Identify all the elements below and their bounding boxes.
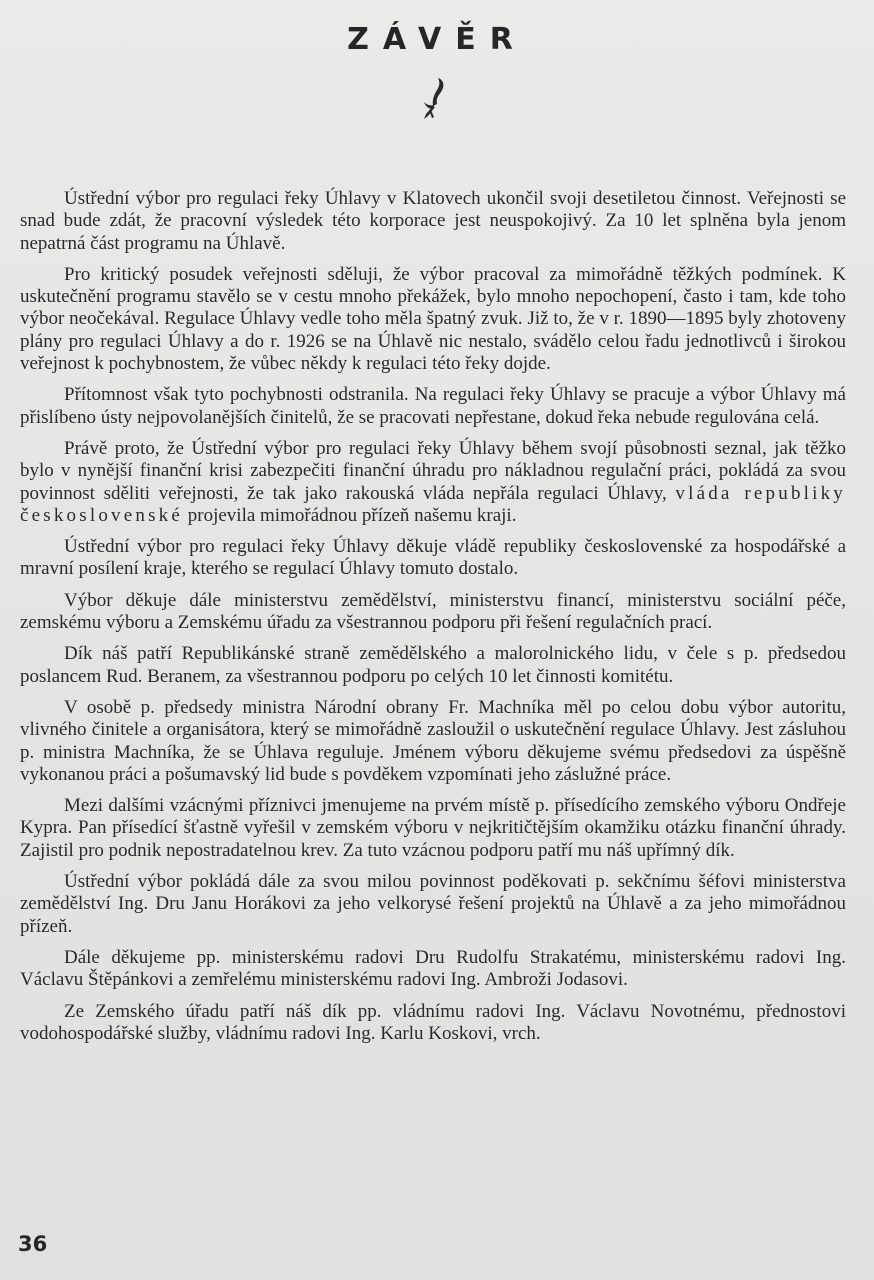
paragraph: Mezi dalšími vzácnými příznivci jmenujeme na prvém místě p. přísedícího zemského výboru Ondřeje Kypra. Pan přísedící šťastně vyřešil v zemském výboru v nejkritičtějším okamžiku otázku finanční úhrady. Zajistil pro podnik nepostradatelnou krev. Za tuto vzácnou podporu patří mu náš upřímný dík. — [20, 795, 846, 861]
quill-pen-ornament-icon — [418, 76, 448, 120]
paragraph: Ústřední výbor pro regulaci řeky Úhlavy děkuje vládě republiky československé za hospodářské a mravní posílení kraje, kterého se regulací Úhlavy tomuto dostalo. — [20, 536, 846, 580]
paragraph-text: projevila mimořádnou přízeň našemu kraji. — [187, 504, 517, 526]
paragraph: Dík náš patří Republikánské straně zemědělského a malorolnického lidu, v čele s p. předsedou poslancem Rud. Beranem, za všestrannou podporu po celých 10 let činnosti komitétu. — [20, 643, 846, 687]
paragraph: Přítomnost však tyto pochybnosti odstranila. Na regulaci řeky Úhlavy se pracuje a výbor Úhlavy má přislíbeno ústy nejpovolanějších činitelů, že se pracovati nepřestane, dokud řeka nebude regulována celá. — [20, 384, 846, 428]
page-number: 36 — [18, 1232, 48, 1256]
paragraph: Ze Zemského úřadu patří náš dík pp. vládnímu radovi Ing. Václavu Novotnému, přednostovi vodohospodářské služby, vládnímu radovi Ing. Karlu Koskovi, vrch. — [20, 1000, 846, 1044]
emphasized-phrase: vláda republiky československé — [20, 482, 847, 526]
paragraph: V osobě p. předsedy ministra Národní obrany Fr. Machníka měl po celou dobu výbor autoritu, vlivného činitele a organisátora, který se mimořádně zasloužil o uskutečnění regulace Úhlavy. Jest zásluhou p. ministra Machníka, že se Úhlava reguluje. Jménem výboru děkujeme svému předsedovi za úspěšně vykonanou práci a pošumavský lid bude s povděkem vzpomínati jeho záslužné práce. — [20, 696, 846, 785]
page-title: ZÁVĚR — [347, 22, 527, 57]
paragraph: Ústřední výbor pro regulaci řeky Úhlavy v Klatovech ukončil svoji desetiletou činnost. Veřejnosti se snad bude zdát, že pracovní výsledek této korporace jest neuspokojivý. Za 10 let splněna byla jenom nepatrná část programu na Úhlavě. — [20, 188, 846, 254]
paragraph: Ústřední výbor pokládá dále za svou milou povinnost poděkovati p. sekčnímu šéfovi ministerstva zemědělství Ing. Dru Janu Horákovi za jeho velkorysé řešení projektů na Úhlavě a za jeho mimořádnou přízeň. — [20, 871, 846, 937]
paragraph: Dále děkujeme pp. ministerskému radovi Dru Rudolfu Strakatému, ministerskému radovi Ing. Václavu Štěpánkovi a zemřelému ministerskému radovi Ing. Ambroži Jodasovi. — [20, 946, 846, 991]
paragraph: Pro kritický posudek veřejnosti sděluji, že výbor pracoval za mimořádně těžkých podmínek. K uskutečnění programu stavělo se v cestu mnoho překážek, bylo mnoho nepochopení, často i tam, kde toho výbor neočekával. Regulace Úhlavy vedle toho měla špatný zvuk. Již to, že v r. 1890—1895 byly zhotoveny plány pro regulaci Úhlavy a do r. 1926 se na Úhlavě nic nestalo, svádělo celou řadu jednotlivců i širokou veřejnost k pochybnostem, že vůbec někdy k regulaci této řeky dojde. — [20, 263, 846, 375]
document-body — [20, 188, 846, 1054]
paragraph: Výbor děkuje dále ministerstvu zemědělství, ministerstvu financí, ministerstvu sociální péče, zemskému výboru a Zemskému úřadu za všestrannou podporu při řešení regulačních prací. — [20, 589, 846, 634]
paragraph-text: Právě proto, že Ústřední výbor pro regulaci řeky Úhlavy během svojí působnosti seznal, jak těžko bylo v nynější finanční krisi zabezpečiti finanční úhradu pro nákladnou regulační práci, pokládá za svou povinnost sděliti veřejnosti, že tak jako rakouská vláda nepřála regulaci Úhlavy, — [20, 437, 846, 504]
paragraph — [20, 438, 846, 527]
